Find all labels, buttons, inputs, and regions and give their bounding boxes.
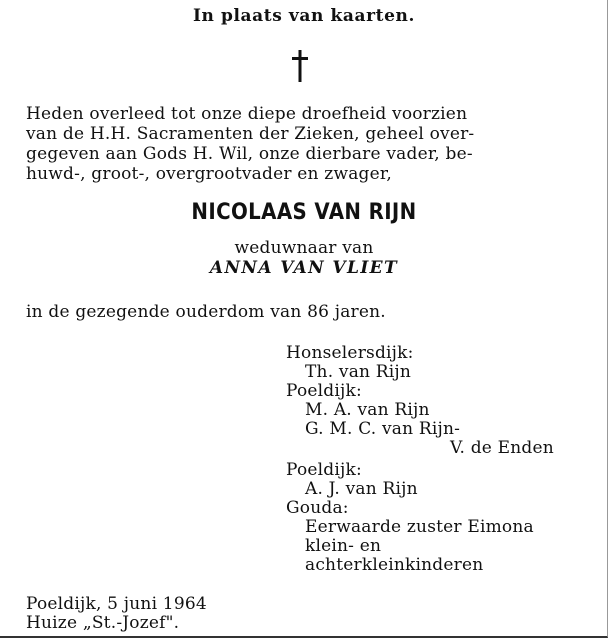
family-member: klein- en xyxy=(305,536,382,556)
announcement-line-2: van de H.H. Sacramenten der Zieken, geheel over- xyxy=(26,124,475,144)
cross-icon xyxy=(290,48,310,84)
family-member: G. M. C. van Rijn- xyxy=(305,419,461,439)
family-place-2: Poeldijk: xyxy=(286,381,362,401)
family-member: A. J. van Rijn xyxy=(305,479,418,499)
family-member: achterkleinkinderen xyxy=(305,555,484,575)
age-line: in de gezegende ouderdom van 86 jaren. xyxy=(26,302,386,322)
notice-header: In plaats van kaarten. xyxy=(192,6,416,26)
spouse-name: ANNA VAN VLIET xyxy=(209,258,399,278)
family-member: V. de Enden xyxy=(450,438,554,458)
footer-place-date: Poeldijk, 5 juni 1964 xyxy=(26,594,207,614)
footer-address: Huize „St.-Jozef". xyxy=(26,613,180,633)
deceased-name: NICOLAAS VAN RIJN xyxy=(191,200,417,225)
family-member: M. A. van Rijn xyxy=(305,400,430,420)
relation-text: weduwnaar van xyxy=(234,238,374,258)
family-member: Eerwaarde zuster Eimona xyxy=(305,517,534,537)
family-member: Th. van Rijn xyxy=(305,362,412,382)
announcement-line-1: Heden overleed tot onze diepe droefheid voorzien xyxy=(26,104,468,124)
family-place-4: Gouda: xyxy=(286,498,349,518)
announcement-line-4: huwd-, groot-, overgrootvader en zwager, xyxy=(26,164,392,184)
family-place-1: Honselersdijk: xyxy=(286,343,414,363)
announcement-line-3: gegeven aan Gods H. Wil, onze dierbare vader, be- xyxy=(26,144,473,164)
family-place-3: Poeldijk: xyxy=(286,460,362,480)
